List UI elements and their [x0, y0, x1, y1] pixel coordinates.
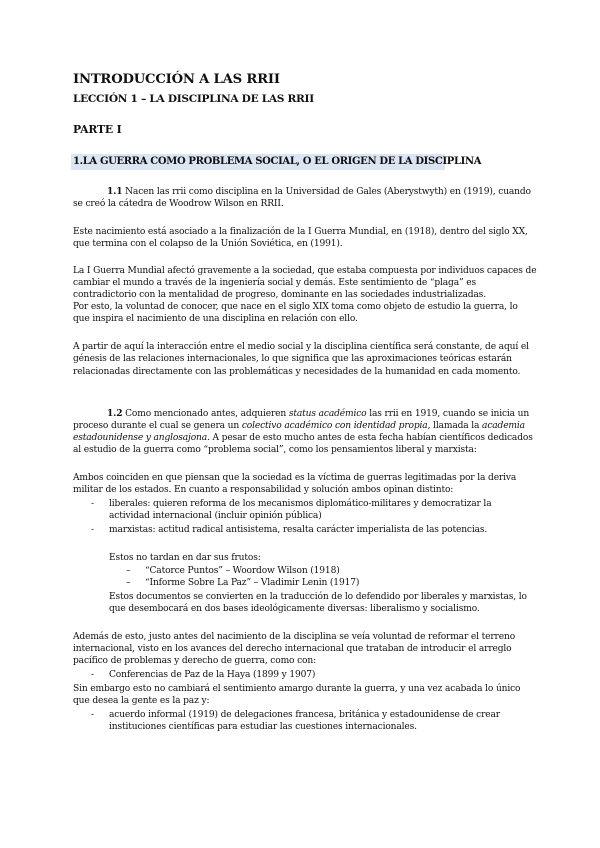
paragraph-1-line-2: se creó la cátedra de Woodrow Wilson en RRII.: [73, 199, 284, 209]
paragraph-3-line-2: cambiar el mundo a través de la ingeniería social y demás. Este sentimiento de “plaga” es: [73, 278, 476, 288]
paragraph-7-line-1: Estos documentos se convierten en la traducción de lo defendido por liberales y marxistas, lo: [109, 592, 527, 602]
bullet-acuerdo-line-2: instituciones científicas para estudiar las cuestiones internacionales.: [109, 722, 417, 732]
paragraph-3-line-3: contradictorio con la mentalidad de progreso, dominante en las sociedades industrializadas.: [73, 290, 486, 300]
bullet-endash: –: [126, 578, 131, 588]
bullet-endash: –: [126, 566, 131, 576]
paragraph-6-line-2: militar de los estados. En cuanto a responsabilidad y solución ambos opinan distinto:: [73, 485, 454, 495]
bullet-dash: -: [91, 499, 95, 509]
paragraph-5-line-4: al estudio de la guerra como “problema social”, como los pensamientos liberal y marxista:: [73, 445, 477, 455]
paragraph-1-line-1: 1.1 Nacen las rrii como disciplina en la Universidad de Gales (Aberystwyth) en (1919), cuando: [107, 186, 531, 197]
paragraph-5-line-1: 1.2 Como mencionado antes, adquieren status académico las rrii en 1919, cuando se inicia un: [107, 408, 530, 419]
paragraph-8-line-2: internacional, visto en los avances del derecho internacional que trataban de introducir el arreglo: [73, 644, 512, 654]
paragraph-2-line-1: Este nacimiento está asociado a la finalización de la I Guerra Mundial, en (1918), dentro del siglo XX,: [73, 227, 528, 237]
bullet-acuerdo-line-1: acuerdo informal (1919) de delegaciones francesa, británica y estadounidense de crear: [109, 710, 500, 720]
paragraph-8-line-3: pacífico de problemas y derecho de guerra, como con:: [73, 656, 316, 666]
paragraph-7-intro: Estos no tardan en dar sus frutos:: [109, 553, 261, 563]
bullet-dash: -: [91, 525, 95, 535]
paragraph-8-line-5: que desea la gente es la paz y:: [73, 696, 210, 706]
item-informe-paz: “Informe Sobre La Paz” – Vladimir Lenin (1917): [145, 578, 360, 588]
part-heading: PARTE I: [73, 123, 122, 136]
document-title: INTRODUCCIÓN A LAS RRII: [73, 72, 280, 87]
paragraph-4-line-3: relacionadas directamente con las problemáticas y necesidades de la humanidad en cada momento.: [73, 367, 521, 377]
paragraph-7-line-2: que desembocará en dos bases ideológicamente diversas: liberalismo y socialismo.: [109, 604, 480, 614]
paragraph-8-line-1: Además de esto, justo antes del nacimiento de la disciplina se veía voluntad de reformar el terreno: [73, 632, 516, 642]
paragraph-8-line-4: Sin embargo esto no cambiará el sentimiento amargo durante la guerra, y una vez acabada lo único: [73, 684, 521, 694]
paragraph-number: 1.2: [107, 408, 123, 419]
paragraph-3-line-5: que inspira el nacimiento de una disciplina en relación con ello.: [73, 314, 358, 324]
paragraph-3-line-4: Por esto, la voluntad de conocer, que nace en el siglo XIX toma como objeto de estudio la guerra, lo: [73, 302, 518, 312]
bullet-dash: -: [91, 710, 95, 720]
paragraph-4-line-2: génesis de las relaciones internacionales, lo que significa que las aproximaciones teóricas estarán: [73, 354, 512, 364]
section-heading: 1.LA GUERRA COMO PROBLEMA SOCIAL, O EL ORIGEN DE LA DISCIPLINA: [73, 156, 482, 167]
paragraph-6-line-1: Ambos coinciden en que piensan que la sociedad es la víctima de guerras legitimadas por la deriva: [73, 473, 517, 483]
bullet-dash: -: [91, 670, 95, 680]
item-catorce-puntos: “Catorce Puntos” – Woordow Wilson (1918): [145, 566, 340, 576]
paragraph-4-line-1: A partir de aquí la interacción entre el medio social y la disciplina científica será constante, de aquí el: [73, 342, 529, 352]
bullet-conferencias: Conferencias de Paz de la Haya (1899 y 1907): [109, 670, 316, 680]
paragraph-2-line-2: que termina con el colapso de la Unión Soviética, en (1991).: [73, 239, 343, 249]
bullet-marxistas: marxistas: actitud radical antisistema, resalta carácter imperialista de las potencias.: [109, 525, 488, 535]
paragraph-5-line-3: estadounidense y anglosajona. A pesar de esto mucho antes de esta fecha habían científicos dedicados: [73, 433, 533, 443]
bullet-liberales-line-1: liberales: quieren reforma de los mecanismos diplomático-militares y democratizar la: [109, 499, 492, 509]
paragraph-3-line-1: La I Guerra Mundial afectó gravemente a la sociedad, que estaba compuesta por individuos capaces de: [73, 266, 537, 276]
paragraph-5-line-2: proceso durante el cual se genera un colectivo académico con identidad propia, llamada la academia: [73, 421, 525, 431]
paragraph-number: 1.1: [107, 186, 123, 197]
lesson-heading: LECCIÓN 1 – LA DISCIPLINA DE LAS RRII: [73, 93, 314, 105]
bullet-liberales-line-2: actividad internacional (incluir opinión pública): [109, 511, 322, 521]
